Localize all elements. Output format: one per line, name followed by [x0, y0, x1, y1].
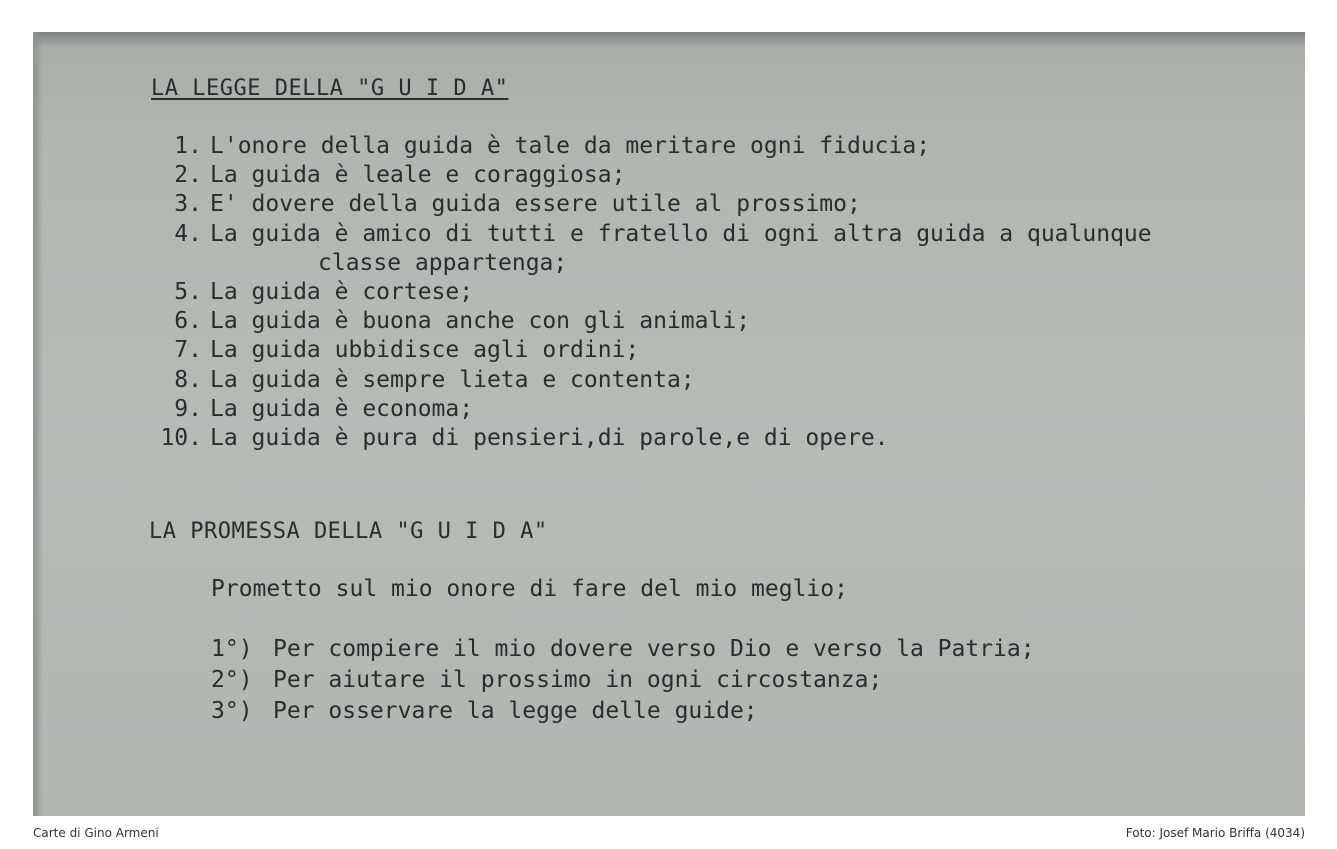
law-item — [148, 132, 1268, 161]
law-number: 8. — [174, 366, 202, 393]
caption-right: Foto: Josef Mario Briffa (4034) — [1125, 826, 1305, 840]
promise-number: 1°) — [211, 636, 253, 662]
law-number: 3. — [174, 191, 202, 218]
law-text: La guida è leale e coraggiosa; — [210, 162, 626, 189]
law-number: 7. — [174, 337, 202, 364]
law-number: 9. — [174, 395, 202, 422]
promise-intro: Prometto sul mio onore di fare del mio meglio; — [211, 576, 848, 602]
law-number: 1. — [174, 133, 202, 159]
promise-text: Per compiere il mio dovere verso Dio e verso la Patria; — [273, 636, 1035, 662]
law-text: La guida è sempre lieta e contenta; — [210, 366, 695, 393]
promise-list — [211, 634, 1035, 727]
promise-item — [211, 696, 1035, 727]
law-item — [148, 278, 1268, 307]
law-text: L'onore della guida è tale da meritare ogni fiducia; — [210, 133, 931, 159]
law-number: 4. — [174, 220, 202, 247]
law-number: 6. — [174, 308, 202, 335]
promise-number: 2°) — [211, 667, 253, 693]
law-text: La guida è amico di tutti e fratello di ogni altra guida a qualunque — [210, 220, 1152, 247]
promise-text: Per aiutare il prossimo in ogni circostanza; — [273, 667, 883, 693]
law-item — [148, 190, 1268, 219]
law-text: E' dovere della guida essere utile al prossimo; — [210, 191, 861, 218]
law-item — [148, 424, 1268, 453]
law-item — [148, 336, 1268, 365]
law-title: LA LEGGE DELLA "G U I D A" — [151, 76, 509, 101]
law-text-continuation: classe appartenga; — [318, 249, 568, 276]
law-item — [148, 220, 1268, 249]
law-number: 10. — [160, 425, 202, 452]
document-photo — [33, 32, 1305, 816]
promise-title: LA PROMESSA DELLA "G U I D A" — [149, 519, 548, 544]
promise-item — [211, 634, 1035, 665]
law-item — [148, 395, 1268, 424]
law-number: 5. — [174, 279, 202, 306]
law-text: La guida è economa; — [210, 395, 474, 422]
law-item — [148, 161, 1268, 190]
promise-number: 3°) — [211, 698, 253, 724]
law-text: La guida è pura di pensieri,di parole,e di opere. — [210, 425, 889, 452]
law-item — [148, 366, 1268, 395]
law-list — [148, 132, 1268, 453]
law-text: La guida ubbidisce agli ordini; — [210, 337, 640, 364]
law-item — [148, 307, 1268, 336]
law-text: La guida è buona anche con gli animali; — [210, 308, 751, 335]
law-item-continuation — [148, 249, 1268, 278]
law-number: 2. — [174, 162, 202, 189]
caption-left: Carte di Gino Armeni — [33, 826, 159, 840]
promise-item — [211, 665, 1035, 696]
law-text: La guida è cortese; — [210, 279, 474, 306]
promise-text: Per osservare la legge delle guide; — [273, 698, 758, 724]
